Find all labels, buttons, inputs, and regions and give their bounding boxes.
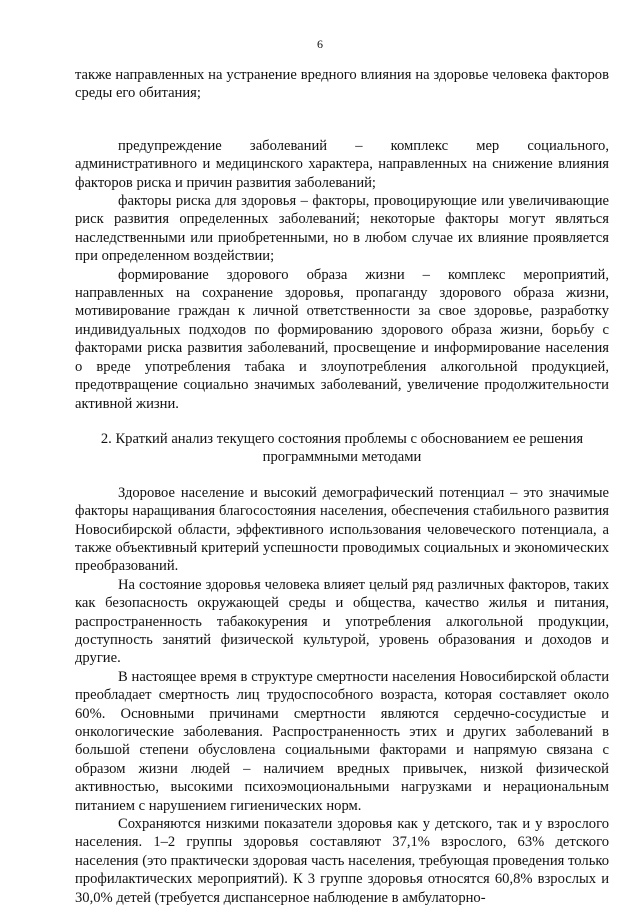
body-paragraph: На состояние здоровья человека влияет целый ряд различных факторов, таких как безопасность окружающей среды и общества, качество жилья и питания, распространенность табакокурения и употребления алкогольной продукции, доступность занятий физической культурой, уровень образования и доходов и другие. xyxy=(75,576,609,667)
body-paragraph: Здоровое население и высокий демографический потенциал – это значимые факторы наращивания благосостояния населения, обеспечения стабильного развития Новосибирской области, эффективного использования человеческого потенциала, а также объективный критерий успешности проводимых социальных и экономических преобразований. xyxy=(75,484,609,575)
definition-paragraph: формирование здорового образа жизни – комплекс мероприятий, направленных на сохранение здоровья, пропаганду здорового образа жизни, мотивирование граждан к личной ответственности за свое здоровье, разработку индивидуальных подходов по формированию здорового образа жизни, борьбу с факторами риска развития заболеваний, просвещение и информирование населения о вреде употребления табака и злоупотребления алкогольной продукцией, предотвращение социально значимых заболеваний, увеличение продолжительности активной жизни. xyxy=(75,266,609,412)
section-heading: 2. Краткий анализ текущего состояния проблемы с обоснованием ее решения программными методами xyxy=(100,430,584,466)
page-number: 6 xyxy=(317,37,323,51)
body-paragraph: Сохраняются низкими показатели здоровья как у детского, так и у взрослого населения. 1–2 группы здоровья составляют 37,1% взрослого, 63% детского населения (это практически здоровая часть населения, требующая проведения только профилактических мероприятий). К 3 группе здоровья относятся 60,8% взрослых и 30,0% детей (требуется диспансерное наблюдение в амбулаторно- xyxy=(75,816,609,906)
definition-paragraph: факторы риска для здоровья – факторы, провоцирующие или увеличивающие риск развития определенных заболеваний; некоторые факторы могут являться наследственными или приобретенными, но в любом случае их влияние проявляется при определенном воздействии; xyxy=(75,193,609,265)
document-body xyxy=(75,66,609,907)
intro-paragraph: также направленных на устранение вредного влияния на здоровье человека факторов среды его обитания; xyxy=(75,67,609,102)
spacer xyxy=(75,120,609,137)
body-paragraph: В настоящее время в структуре смертности населения Новосибирской области преобладает смертность лиц трудоспособного возраста, которая составляет около 60%. Основными причинами смертности являются сердечно-сосудистые и онкологические заболевания. Распространенность этих и других заболеваний в большой степени обусловлена социальными факторами и напрямую связана с образом жизни людей – наличием вредных привычек, низкой физической активностью, высокими психоэмоциональными нагрузками и нерациональным питанием с нарушением гигиенических норм. xyxy=(75,668,609,814)
spacer xyxy=(75,413,609,430)
spacer xyxy=(75,467,609,484)
definition-paragraph: предупреждение заболеваний – комплекс мер социального, административного и медицинского характера, направленных на снижение влияния факторов риска и причин развития заболеваний; xyxy=(75,137,609,191)
spacer xyxy=(75,103,609,120)
